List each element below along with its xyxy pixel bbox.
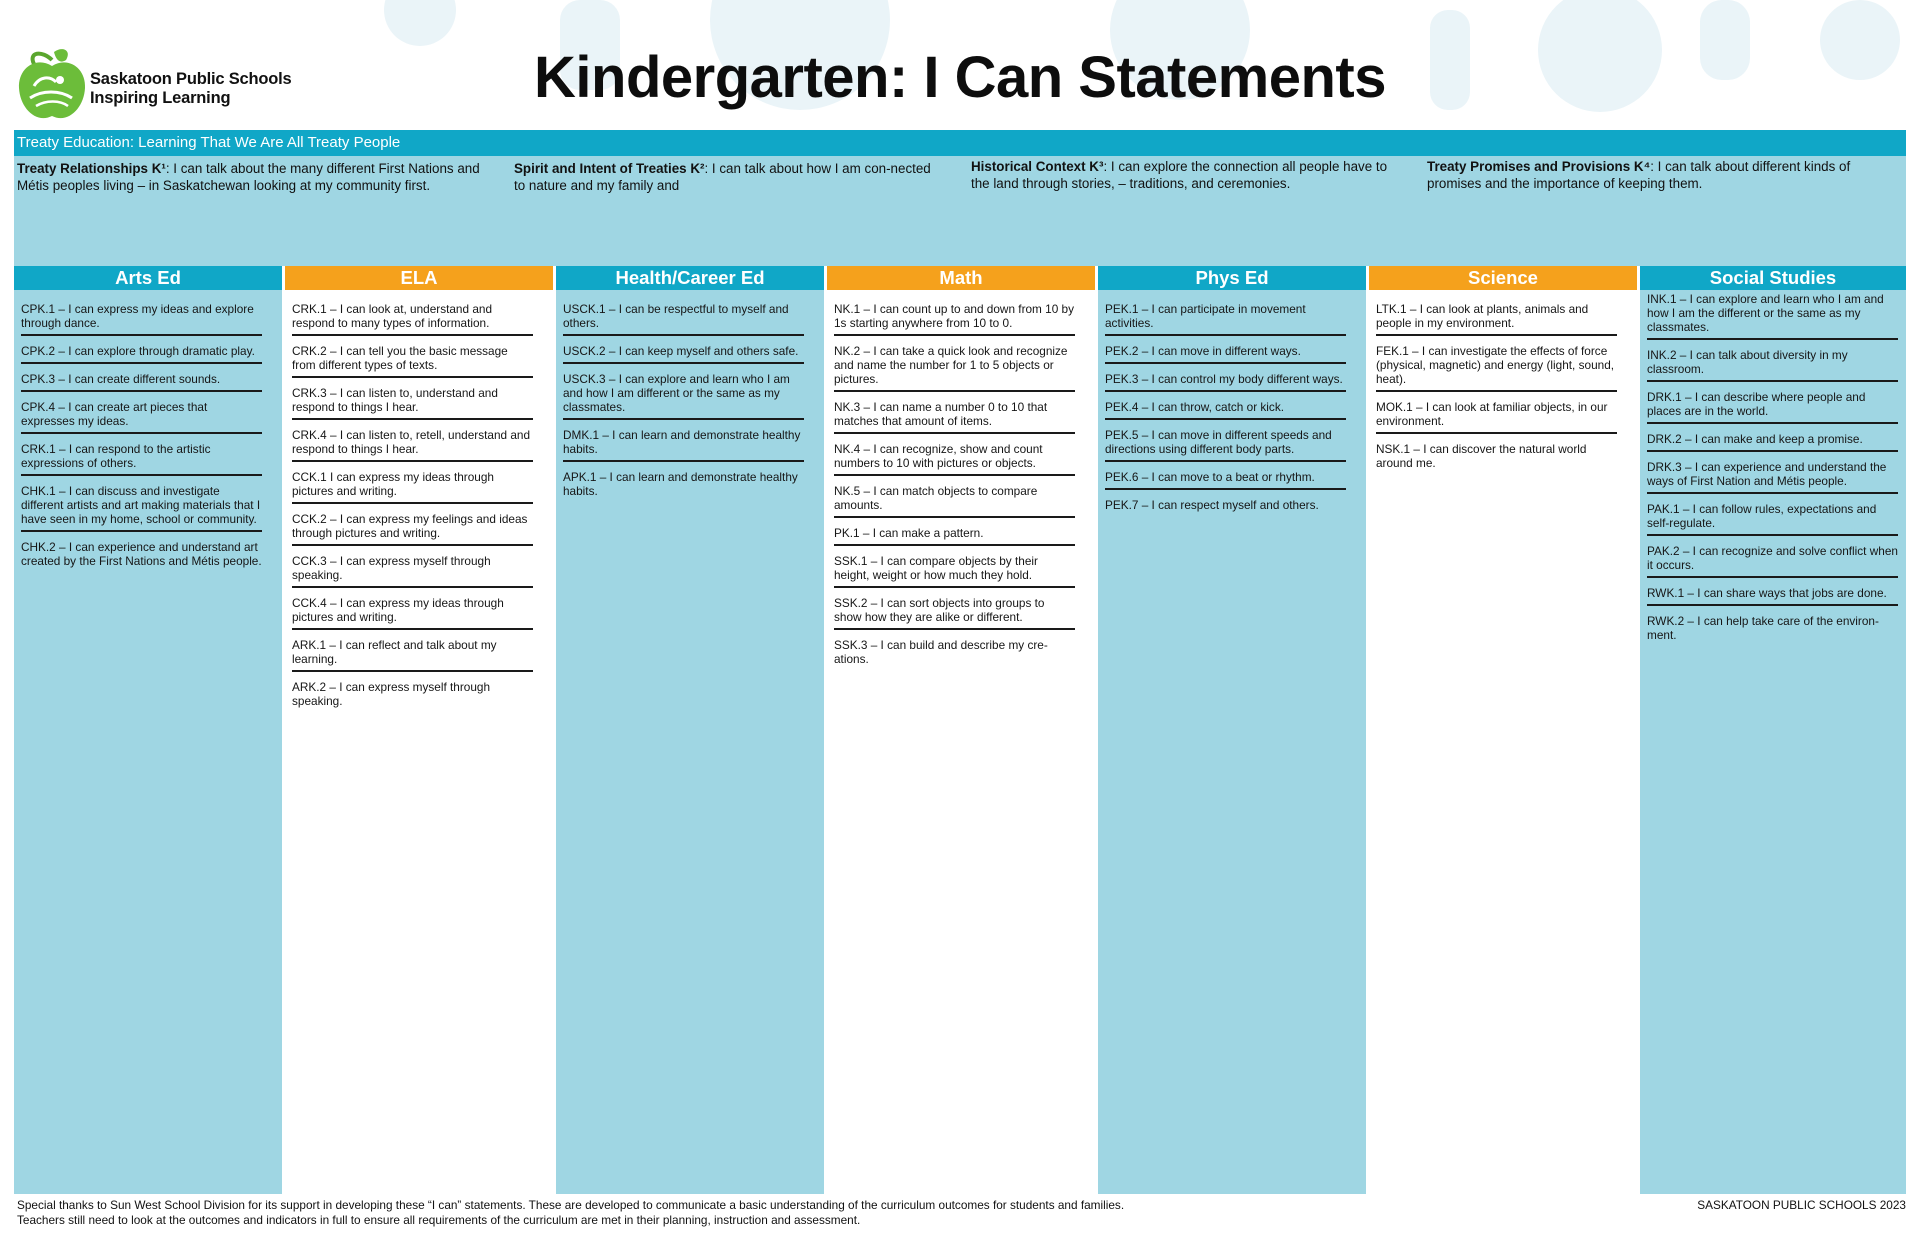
statement-item: INK.1 – I can explore and learn who I am and how I am the different or the same as my classmates. — [1647, 290, 1898, 340]
org-tagline: Inspiring Learning — [90, 89, 231, 107]
statement-item: NK.4 – I can recognize, show and count numbers to 10 with pictures or objects. — [834, 440, 1075, 476]
statement-item: NK.2 – I can take a quick look and recognize and name the number for 1 to 5 objects or pictures. — [834, 342, 1075, 392]
subject-body — [556, 290, 824, 1194]
statement-list — [563, 300, 804, 508]
footer-note: Special thanks to Sun West School Division for its support in developing these “I can” statements. These are developed to communicate a basic understanding of the curriculum outcomes for students and families. Teachers still need to look at the outcomes and indicators in full to ensure all requirements of the curriculum are met in their planning, instruction and assessment. — [17, 1198, 1125, 1227]
treaty-item-text: : I can talk about how I am con-nected to nature and my family and — [514, 161, 931, 193]
statement-item: PK.1 – I can make a pattern. — [834, 524, 1075, 546]
statement-item: CRK.1 – I can respond to the artistic expressions of others. — [21, 440, 262, 476]
treaty-item-text: : I can talk about the many different First Nations and Métis peoples living – in Saskatchewan looking at my community first. — [17, 161, 480, 193]
statement-item: PEK.1 – I can participate in movement activities. — [1105, 300, 1346, 336]
statement-item: CCK.1 I can express my ideas through pictures and writing. — [292, 468, 533, 504]
subject-title: Phys Ed — [1098, 266, 1366, 290]
treaty-item-name: Historical Context K³ — [971, 159, 1104, 174]
treaty-item — [514, 160, 934, 194]
statement-item: PAK.2 – I can recognize and solve conflict when it occurs. — [1647, 542, 1898, 578]
statement-item: ARK.2 – I can express myself through speaking. — [292, 680, 491, 708]
treaty-education-bar: Treaty Education: Learning That We Are All Treaty People — [14, 130, 1906, 156]
statement-list — [292, 300, 533, 718]
subject-column-ela — [285, 266, 553, 1194]
subject-column-science — [1369, 266, 1637, 1194]
treaty-item-name: Treaty Relationships K¹ — [17, 161, 166, 176]
org-name: Saskatoon Public Schools — [90, 70, 292, 88]
treaty-item-text: : I can talk about different kinds of promises and the importance of keeping them. — [1427, 159, 1851, 191]
subject-body — [827, 290, 1095, 1194]
statement-item: DRK.3 – I can experience and understand the ways of First Nation and Métis people. — [1647, 458, 1898, 494]
statement-item: CHK.1 – I can discuss and investigate different artists and art making materials that I have seen in my home, school or community. — [21, 482, 262, 532]
treaty-item — [971, 158, 1391, 192]
subject-title: Math — [827, 266, 1095, 290]
statement-item: PEK.5 – I can move in different speeds and directions using different body parts. — [1105, 426, 1346, 462]
statement-item: SSK.3 – I can build and describe my cre-ations. — [834, 638, 1048, 666]
statement-item: USCK.1 – I can be respectful to myself and others. — [563, 300, 804, 336]
statement-item: CPK.4 – I can create art pieces that expresses my ideas. — [21, 398, 262, 434]
statement-item: DRK.2 – I can make and keep a promise. — [1647, 430, 1898, 452]
subject-title: Science — [1369, 266, 1637, 290]
statement-item: CPK.1 – I can express my ideas and explore through dance. — [21, 300, 262, 336]
statement-item: CRK.1 – I can look at, understand and respond to many types of information. — [292, 300, 533, 336]
apple-logo-icon — [16, 46, 88, 124]
statement-list — [834, 300, 1075, 676]
subject-title: Arts Ed — [14, 266, 282, 290]
treaty-item — [17, 160, 487, 194]
statement-item: PEK.3 – I can control my body different ways. — [1105, 370, 1346, 392]
statement-item: DMK.1 – I can learn and demonstrate healthy habits. — [563, 426, 804, 462]
statement-item: INK.2 – I can talk about diversity in my classroom. — [1647, 346, 1898, 382]
subject-column-social-studies — [1640, 266, 1906, 1194]
statement-item: CCK.4 – I can express my ideas through pictures and writing. — [292, 594, 533, 630]
statement-item: PAK.1 – I can follow rules, expectations and self-regulate. — [1647, 500, 1898, 536]
statement-item: SSK.2 – I can sort objects into groups to show how they are alike or different. — [834, 594, 1075, 630]
statement-item: LTK.1 – I can look at plants, animals and people in my environment. — [1376, 300, 1617, 336]
page-title: Kindergarten: I Can Statements — [534, 45, 1386, 110]
treaty-item — [1427, 158, 1857, 192]
statement-item: FEK.1 – I can investigate the effects of force (physical, magnetic) and energy (light, sound, heat). — [1376, 342, 1617, 392]
statement-item: PEK.6 – I can move to a beat or rhythm. — [1105, 468, 1346, 490]
treaty-education-section — [14, 130, 1906, 266]
statement-item: USCK.3 – I can explore and learn who I am and how I am different or the same as my classmates. — [563, 370, 804, 420]
statement-item: PEK.2 – I can move in different ways. — [1105, 342, 1346, 364]
subject-body — [14, 290, 282, 1194]
statement-list — [1647, 290, 1898, 652]
statement-item: CCK.3 – I can express myself through speaking. — [292, 552, 533, 588]
subject-title: ELA — [285, 266, 553, 290]
statement-item: CRK.4 – I can listen to, retell, understand and respond to things I hear. — [292, 426, 533, 462]
subject-column-arts-ed — [14, 266, 282, 1194]
statement-item: RWK.2 – I can help take care of the environ-ment. — [1647, 614, 1879, 642]
statement-item: PEK.7 – I can respect myself and others. — [1105, 498, 1319, 512]
subject-body — [1640, 290, 1906, 1194]
statement-item: CRK.2 – I can tell you the basic message from different types of texts. — [292, 342, 533, 378]
statement-list — [1105, 300, 1346, 522]
statement-item: CRK.3 – I can listen to, understand and respond to things I hear. — [292, 384, 533, 420]
subject-body — [285, 290, 553, 1194]
statement-item: USCK.2 – I can keep myself and others safe. — [563, 342, 804, 364]
statement-item: MOK.1 – I can look at familiar objects, in our environment. — [1376, 398, 1617, 434]
treaty-item-text: : I can explore the connection all people have to the land through stories, – traditions, and ceremonies. — [971, 159, 1388, 191]
statement-item: NK.1 – I can count up to and down from 10 by 1s starting anywhere from 10 to 0. — [834, 300, 1075, 336]
statement-item: CCK.2 – I can express my feelings and ideas through pictures and writing. — [292, 510, 533, 546]
statement-item: RWK.1 – I can share ways that jobs are done. — [1647, 584, 1898, 606]
subject-column-health-career-ed — [556, 266, 824, 1194]
statement-item: NK.3 – I can name a number 0 to 10 that matches that amount of items. — [834, 398, 1075, 434]
subject-column-phys-ed — [1098, 266, 1366, 1194]
statement-item: CPK.2 – I can explore through dramatic play. — [21, 342, 262, 364]
copyright: SASKATOON PUBLIC SCHOOLS 2023 — [1697, 1198, 1906, 1212]
subject-column-math — [827, 266, 1095, 1194]
statement-item: PEK.4 – I can throw, catch or kick. — [1105, 398, 1346, 420]
treaty-item-name: Treaty Promises and Provisions K⁴ — [1427, 159, 1651, 174]
statement-item: NSK.1 – I can discover the natural world around me. — [1376, 442, 1587, 470]
subject-body — [1098, 290, 1366, 1194]
statement-item: APK.1 – I can learn and demonstrate healthy habits. — [563, 470, 798, 498]
statement-item: NK.5 – I can match objects to compare amounts. — [834, 482, 1075, 518]
statement-item: CPK.3 – I can create different sounds. — [21, 370, 262, 392]
statement-item: DRK.1 – I can describe where people and places are in the world. — [1647, 388, 1898, 424]
statement-list — [21, 300, 262, 578]
subject-title: Social Studies — [1640, 266, 1906, 290]
statement-item: ARK.1 – I can reflect and talk about my learning. — [292, 636, 533, 672]
subject-body — [1369, 290, 1637, 1194]
statement-item: CHK.2 – I can experience and understand art created by the First Nations and Métis people. — [21, 540, 262, 568]
subject-title: Health/Career Ed — [556, 266, 824, 290]
treaty-item-name: Spirit and Intent of Treaties K² — [514, 161, 705, 176]
statement-list — [1376, 300, 1617, 480]
statement-item: SSK.1 – I can compare objects by their height, weight or how much they hold. — [834, 552, 1075, 588]
